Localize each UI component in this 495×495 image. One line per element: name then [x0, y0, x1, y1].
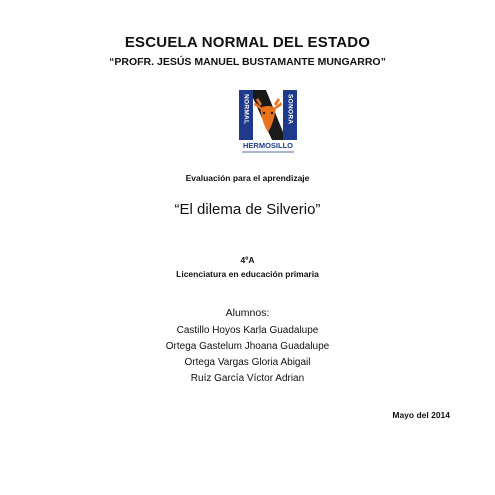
- logo-banner-text: HERMOSILLO: [243, 141, 293, 150]
- document-title: “El dilema de Silverio”: [174, 201, 321, 218]
- degree-label: Licenciatura en educación primaria: [176, 269, 319, 279]
- group-label: 4ºA: [240, 255, 255, 265]
- school-name: ESCUELA NORMAL DEL ESTADO: [124, 34, 371, 51]
- students-heading: Alumnos:: [225, 307, 270, 319]
- school-subtitle: “PROFR. JESÚS MANUEL BUSTAMANTE MUNGARRO”: [109, 56, 386, 68]
- course-name: Evaluación para el aprendizaje: [185, 173, 310, 183]
- school-logo-emblem: [236, 88, 300, 154]
- student-name: Castillo Hoyos Karla Guadalupe: [176, 325, 319, 336]
- student-name: Ruíz García Víctor Adrian: [190, 373, 305, 384]
- school-logo: [236, 88, 300, 154]
- logo-right-word: SONORA: [286, 94, 294, 125]
- document-date: Mayo del 2014: [392, 410, 450, 420]
- student-name: Ortega Vargas Gloria Abigail: [184, 357, 311, 368]
- logo-left-word: NORMAL: [242, 94, 250, 125]
- student-name: Ortega Gastelum Jhoana Guadalupe: [165, 341, 330, 352]
